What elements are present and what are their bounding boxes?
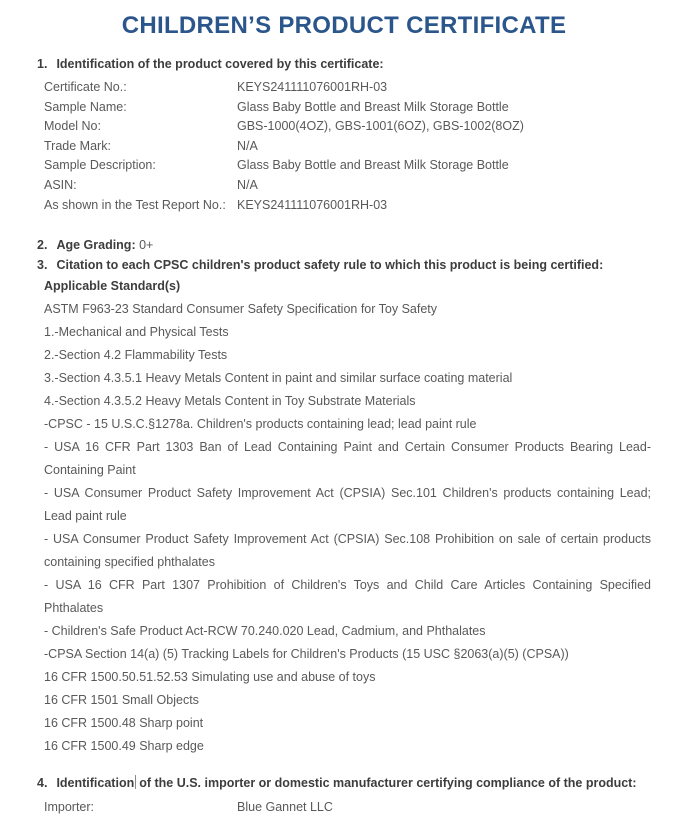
standard-line: 16 CFR 1500.48 Sharp point <box>44 716 204 731</box>
field-label: Importer: <box>44 800 95 815</box>
standard-line: - Children's Safe Product Act-RCW 70.240.020 Lead, Cadmium, and Phthalates <box>44 624 486 639</box>
section3-heading <box>37 255 651 275</box>
standard-line: 16 CFR 1501 Small Objects <box>44 693 199 708</box>
field-label: As shown in the Test Report No.: <box>44 197 226 212</box>
field-row-asin <box>44 176 651 196</box>
section3-heading-text: Citation to each CPSC children's product safety rule to which this product is being certified: <box>56 258 604 273</box>
field-row-certificate-no <box>44 78 651 98</box>
section2-heading-text: Age Grading: <box>56 238 136 253</box>
field-label: Sample Description: <box>44 158 156 173</box>
standard-line: - USA Consumer Product Safety Improvement Act (CPSIA) Sec.101 Children's products containing Lead; Lead paint rule <box>44 486 651 524</box>
field-value: Blue Gannet LLC <box>237 800 333 815</box>
field-value: KEYS241111076001RH-03 <box>237 197 388 212</box>
field-label: Certificate No.: <box>44 80 127 94</box>
standard-line: -CPSA Section 14(a) (5) Tracking Labels for Children's Products (15 USC §2063(a)(5) (CPSA)) <box>44 647 569 662</box>
field-row-test-report-no <box>44 196 651 216</box>
standard-line: - USA 16 CFR Part 1307 Prohibition of Children's Toys and Child Care Articles Containing Specified Phthalates <box>44 578 651 616</box>
field-value: N/A <box>237 138 258 153</box>
section1-number: 1. <box>37 57 48 71</box>
standard-line: 16 CFR 1500.49 Sharp edge <box>44 739 204 754</box>
standard-line: 1.-Mechanical and Physical Tests <box>44 325 229 340</box>
standard-line: 3.-Section 4.3.5.1 Heavy Metals Content in paint and similar surface coating material <box>44 371 513 386</box>
field-value: Glass Baby Bottle and Breast Milk Storage Bottle <box>237 158 509 173</box>
section1-heading <box>37 54 651 74</box>
section4-heading-text-part1: Identification <box>56 776 135 791</box>
field-row-trade-mark <box>44 137 651 157</box>
standard-line: 2.-Section 4.2 Flammability Tests <box>44 348 228 363</box>
field-value: GBS-1000(4OZ), GBS-1001(6OZ), GBS-1002(8OZ) <box>237 119 524 134</box>
section4-heading <box>37 770 651 796</box>
page-title: CHILDREN’S PRODUCT CERTIFICATE <box>121 12 567 39</box>
field-row-sample-name <box>44 98 651 118</box>
standard-line: 16 CFR 1500.50.51.52.53 Simulating use and abuse of toys <box>44 670 376 685</box>
field-value: KEYS241111076001RH-03 <box>237 80 388 94</box>
field-label: Model No: <box>44 119 101 134</box>
section4-fields <box>44 798 651 818</box>
field-value: N/A <box>237 177 258 192</box>
field-label: Sample Name: <box>44 99 127 114</box>
section2-heading <box>37 235 651 255</box>
section4-heading-text-part2: of the U.S. importer or domestic manufacturer certifying compliance of the product: <box>139 776 637 791</box>
field-row-model-no <box>44 117 651 137</box>
standard-line: ASTM F963-23 Standard Consumer Safety Specification for Toy Safety <box>44 302 438 317</box>
standard-line: 4.-Section 4.3.5.2 Heavy Metals Content in Toy Substrate Materials <box>44 394 416 409</box>
applicable-standards-subheading: Applicable Standard(s) <box>44 279 181 294</box>
field-row-sample-description <box>44 156 651 176</box>
field-value: Glass Baby Bottle and Breast Milk Storage Bottle <box>237 99 509 114</box>
standards-list <box>44 298 651 758</box>
section3-number: 3. <box>37 258 48 273</box>
standard-line: - USA 16 CFR Part 1303 Ban of Lead Containing Paint and Certain Consumer Products Bearing Lead- Containing Paint <box>44 440 651 478</box>
text-cursor <box>135 775 136 789</box>
section1-fields <box>44 78 651 215</box>
section2-number: 2. <box>37 238 48 253</box>
field-label: Trade Mark: <box>44 138 111 153</box>
field-row-importer <box>44 798 651 818</box>
age-grading-value: 0+ <box>139 238 154 253</box>
standard-line: - USA Consumer Product Safety Improvement Act (CPSIA) Sec.108 Prohibition on sale of certain products containing specified phthalates <box>44 532 651 570</box>
section4-number: 4. <box>37 776 48 791</box>
field-label: ASIN: <box>44 177 77 192</box>
section1-heading-text: Identification of the product covered by this certificate: <box>56 57 384 71</box>
standard-line: -CPSC - 15 U.S.C.§1278a. Children's products containing lead; lead paint rule <box>44 417 477 432</box>
